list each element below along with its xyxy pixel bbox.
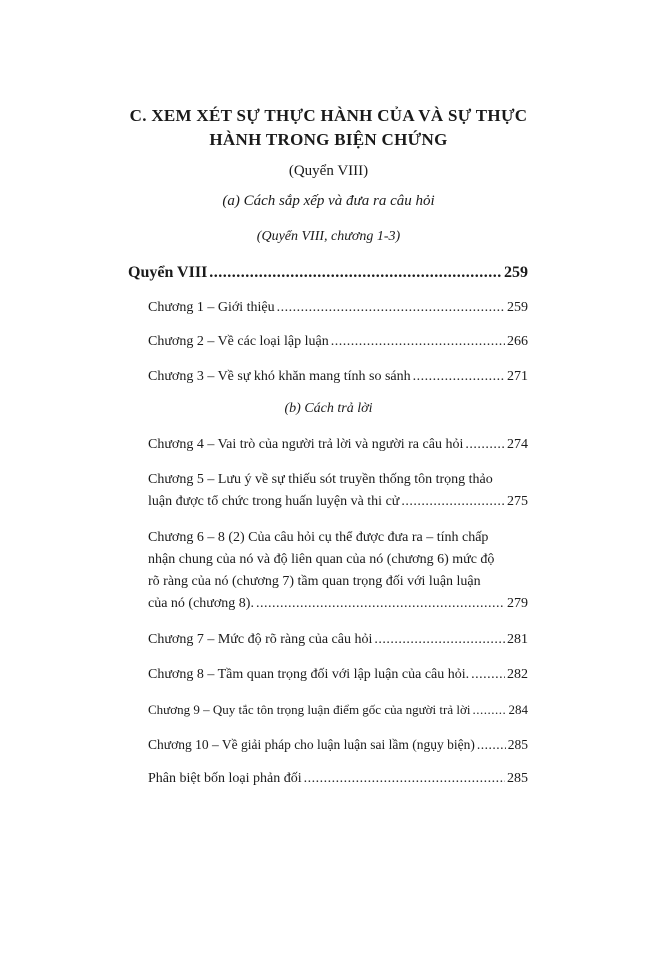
- toc-entry[interactable]: [148, 734, 528, 756]
- dot-leader: [465, 434, 505, 456]
- toc-entry[interactable]: [148, 664, 528, 686]
- toc-entry-label: Chương 2 – Về các loại lập luận: [148, 334, 329, 349]
- section-a-reference: (Quyển VIII, chương 1-3): [256, 229, 401, 244]
- toc-entry-page: 259: [504, 264, 528, 281]
- book-label: (Quyển VIII): [288, 163, 369, 179]
- toc-entry-page: 275: [507, 494, 528, 509]
- section-b-heading: (b) Cách trả lời: [284, 401, 373, 416]
- toc-entry-page: 285: [507, 771, 528, 786]
- dot-leader: [477, 734, 506, 756]
- toc-entry-line: luận được tổ chức trong huấn luyện và thi cử: [148, 494, 400, 509]
- toc-entry[interactable]: [148, 434, 528, 456]
- toc-entry-page: 266: [507, 334, 528, 349]
- dot-leader: [209, 262, 502, 284]
- toc-entry-page: 271: [507, 369, 528, 384]
- dot-leader: [472, 699, 506, 721]
- toc-entry-line: Chương 6 – 8 (2) Của câu hỏi cụ thể được đưa ra – tính chấp: [148, 530, 489, 545]
- toc-entry-label: Chương 9 – Quy tắc tôn trọng luận điểm gốc của người trả lời: [148, 702, 471, 717]
- section-title-line-2: HÀNH TRONG BIỆN CHỨNG: [209, 130, 448, 149]
- dot-leader: [401, 491, 505, 513]
- toc-entry[interactable]: [148, 331, 528, 353]
- toc-entry-label: Chương 7 – Mức độ rõ ràng của câu hỏi: [148, 632, 373, 647]
- toc-entry-multiline[interactable]: [148, 527, 528, 615]
- section-title: [0, 104, 657, 152]
- toc-entry-label: Chương 4 – Vai trò của người trả lời và người ra câu hỏi: [148, 437, 464, 452]
- toc-entry-label: Quyển VIII: [128, 264, 208, 281]
- toc-entry-page: 281: [507, 632, 528, 647]
- toc-entry-page: 284: [508, 702, 528, 717]
- toc-entry[interactable]: [148, 297, 528, 319]
- toc-entry-line: Chương 5 – Lưu ý về sự thiếu sót truyền thống tôn trọng thảo: [148, 472, 493, 487]
- toc-entry-page: 274: [507, 437, 528, 452]
- dot-leader: [256, 593, 505, 615]
- dot-leader: [374, 629, 505, 651]
- toc-entry[interactable]: [148, 768, 528, 790]
- toc-entry-line: của nó (chương 8).: [148, 596, 254, 611]
- dot-leader: [331, 331, 505, 353]
- toc-entry-label: Phân biệt bốn loại phản đối: [148, 771, 302, 786]
- toc-entry-page: 282: [507, 667, 528, 682]
- toc-entry-page: 279: [507, 596, 528, 611]
- toc-entry[interactable]: [148, 699, 528, 721]
- toc-entry-line: nhận chung của nó và độ liên quan của nó (chương 6) mức độ: [148, 552, 495, 567]
- toc-entry-label: Chương 8 – Tầm quan trọng đối với lập luận của câu hỏi.: [148, 667, 470, 682]
- dot-leader: [471, 664, 505, 686]
- section-title-line-1: C. XEM XÉT SỰ THỰC HÀNH CỦA VÀ SỰ THỰC: [129, 106, 528, 125]
- section-a-heading: (a) Cách sắp xếp và đưa ra câu hỏi: [222, 193, 435, 209]
- toc-entry-label: Chương 1 – Giới thiệu: [148, 300, 275, 315]
- toc-entry-main[interactable]: [128, 262, 528, 284]
- toc-entry-page: 285: [507, 737, 528, 752]
- toc-entry[interactable]: [148, 366, 528, 388]
- toc-entry-page: 259: [507, 300, 528, 315]
- dot-leader: [413, 366, 505, 388]
- toc-entry-line: rõ ràng của nó (chương 7) tầm quan trọng đối với luận luận: [148, 574, 481, 589]
- toc-entry-label: Chương 10 – Về giải pháp cho luận luận sai lầm (ngụy biện): [148, 737, 475, 752]
- dot-leader: [277, 297, 505, 319]
- toc-entry-multiline[interactable]: [148, 469, 528, 513]
- toc-entry-label: Chương 3 – Về sự khó khăn mang tính so sánh: [148, 369, 411, 384]
- dot-leader: [304, 768, 505, 790]
- toc-entry[interactable]: [148, 629, 528, 651]
